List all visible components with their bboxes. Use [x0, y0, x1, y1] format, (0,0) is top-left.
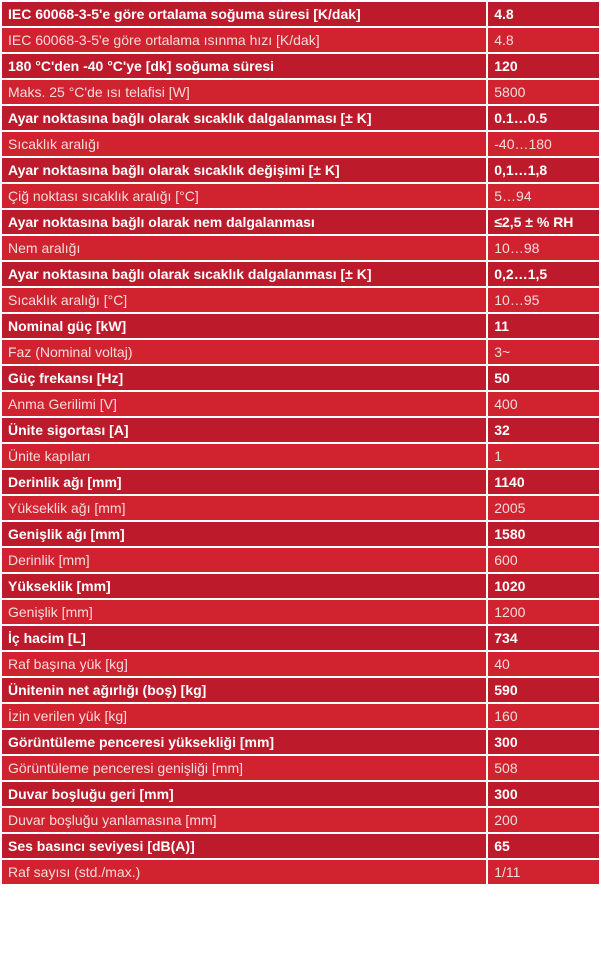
spec-value: 0,1…1,8 — [488, 158, 599, 182]
spec-label: Genişlik [mm] — [2, 600, 486, 624]
spec-value: 2005 — [488, 496, 599, 520]
table-row — [2, 288, 599, 312]
table-row — [2, 28, 599, 52]
spec-label: Görüntüleme penceresi yüksekliği [mm] — [2, 730, 486, 754]
spec-label: 180 °C'den -40 °C'ye [dk] soğuma süresi — [2, 54, 486, 78]
spec-value: 40 — [488, 652, 599, 676]
spec-label: Güç frekansı [Hz] — [2, 366, 486, 390]
spec-label: Ünite sigortası [A] — [2, 418, 486, 442]
spec-value: 4.8 — [488, 2, 599, 26]
spec-value: 3~ — [488, 340, 599, 364]
spec-value: -40…180 — [488, 132, 599, 156]
spec-label: Yükseklik ağı [mm] — [2, 496, 486, 520]
specifications-table-body — [2, 2, 599, 884]
spec-value: 65 — [488, 834, 599, 858]
table-row — [2, 236, 599, 260]
spec-value: 32 — [488, 418, 599, 442]
spec-label: Ünitenin net ağırlığı (boş) [kg] — [2, 678, 486, 702]
table-row — [2, 626, 599, 650]
table-row — [2, 340, 599, 364]
spec-value: 50 — [488, 366, 599, 390]
table-row — [2, 366, 599, 390]
spec-label: Sıcaklık aralığı [°C] — [2, 288, 486, 312]
spec-value: 1580 — [488, 522, 599, 546]
table-row — [2, 210, 599, 234]
table-row — [2, 106, 599, 130]
spec-label: Faz (Nominal voltaj) — [2, 340, 486, 364]
spec-label: Yükseklik [mm] — [2, 574, 486, 598]
spec-value: 300 — [488, 782, 599, 806]
table-row — [2, 522, 599, 546]
spec-value: 1020 — [488, 574, 599, 598]
spec-label: IEC 60068-3-5'e göre ortalama soğuma süresi [K/dak] — [2, 2, 486, 26]
table-row — [2, 54, 599, 78]
table-row — [2, 496, 599, 520]
spec-value: 10…95 — [488, 288, 599, 312]
spec-value: 10…98 — [488, 236, 599, 260]
spec-label: Derinlik ağı [mm] — [2, 470, 486, 494]
spec-value: 0.1…0.5 — [488, 106, 599, 130]
spec-value: 600 — [488, 548, 599, 572]
spec-label: IEC 60068-3-5'e göre ortalama ısınma hızı [K/dak] — [2, 28, 486, 52]
spec-label: Ayar noktasına bağlı olarak sıcaklık dalgalanması [± K] — [2, 262, 486, 286]
spec-value: 200 — [488, 808, 599, 832]
table-row — [2, 262, 599, 286]
spec-value: 590 — [488, 678, 599, 702]
spec-label: Genişlik ağı [mm] — [2, 522, 486, 546]
table-row — [2, 184, 599, 208]
table-row — [2, 782, 599, 806]
spec-value: 11 — [488, 314, 599, 338]
table-row — [2, 600, 599, 624]
table-row — [2, 704, 599, 728]
spec-label: Derinlik [mm] — [2, 548, 486, 572]
spec-label: Nem aralığı — [2, 236, 486, 260]
table-row — [2, 860, 599, 884]
table-row — [2, 548, 599, 572]
table-row — [2, 730, 599, 754]
table-row — [2, 158, 599, 182]
spec-value: 1200 — [488, 600, 599, 624]
table-row — [2, 652, 599, 676]
spec-value: 508 — [488, 756, 599, 780]
spec-label: Ses basıncı seviyesi [dB(A)] — [2, 834, 486, 858]
table-row — [2, 314, 599, 338]
spec-label: Ünite kapıları — [2, 444, 486, 468]
spec-value: 5…94 — [488, 184, 599, 208]
table-row — [2, 574, 599, 598]
spec-label: Raf sayısı (std./max.) — [2, 860, 486, 884]
spec-label: Ayar noktasına bağlı olarak sıcaklık değişimi [± K] — [2, 158, 486, 182]
spec-value: 1 — [488, 444, 599, 468]
spec-value: 120 — [488, 54, 599, 78]
spec-label: Sıcaklık aralığı — [2, 132, 486, 156]
spec-label: Maks. 25 °C'de ısı telafisi [W] — [2, 80, 486, 104]
spec-value: 300 — [488, 730, 599, 754]
spec-label: Ayar noktasına bağlı olarak sıcaklık dalgalanması [± K] — [2, 106, 486, 130]
table-row — [2, 756, 599, 780]
spec-value: 0,2…1,5 — [488, 262, 599, 286]
spec-label: Çiğ noktası sıcaklık aralığı [°C] — [2, 184, 486, 208]
table-row — [2, 444, 599, 468]
table-row — [2, 808, 599, 832]
table-row — [2, 418, 599, 442]
spec-label: İzin verilen yük [kg] — [2, 704, 486, 728]
spec-value: 5800 — [488, 80, 599, 104]
spec-value: 1/11 — [488, 860, 599, 884]
spec-value: 400 — [488, 392, 599, 416]
spec-value: 1140 — [488, 470, 599, 494]
table-row — [2, 678, 599, 702]
table-row — [2, 470, 599, 494]
spec-value: 734 — [488, 626, 599, 650]
spec-value: ≤2,5 ± % RH — [488, 210, 599, 234]
table-row — [2, 80, 599, 104]
spec-value: 160 — [488, 704, 599, 728]
table-row — [2, 392, 599, 416]
table-row — [2, 2, 599, 26]
spec-label: Duvar boşluğu yanlamasına [mm] — [2, 808, 486, 832]
spec-label: Ayar noktasına bağlı olarak nem dalgalanması — [2, 210, 486, 234]
spec-label: Nominal güç [kW] — [2, 314, 486, 338]
spec-label: Görüntüleme penceresi genişliği [mm] — [2, 756, 486, 780]
table-row — [2, 834, 599, 858]
spec-label: İç hacim [L] — [2, 626, 486, 650]
spec-label: Raf başına yük [kg] — [2, 652, 486, 676]
spec-label: Duvar boşluğu geri [mm] — [2, 782, 486, 806]
spec-label: Anma Gerilimi [V] — [2, 392, 486, 416]
table-row — [2, 132, 599, 156]
spec-value: 4.8 — [488, 28, 599, 52]
